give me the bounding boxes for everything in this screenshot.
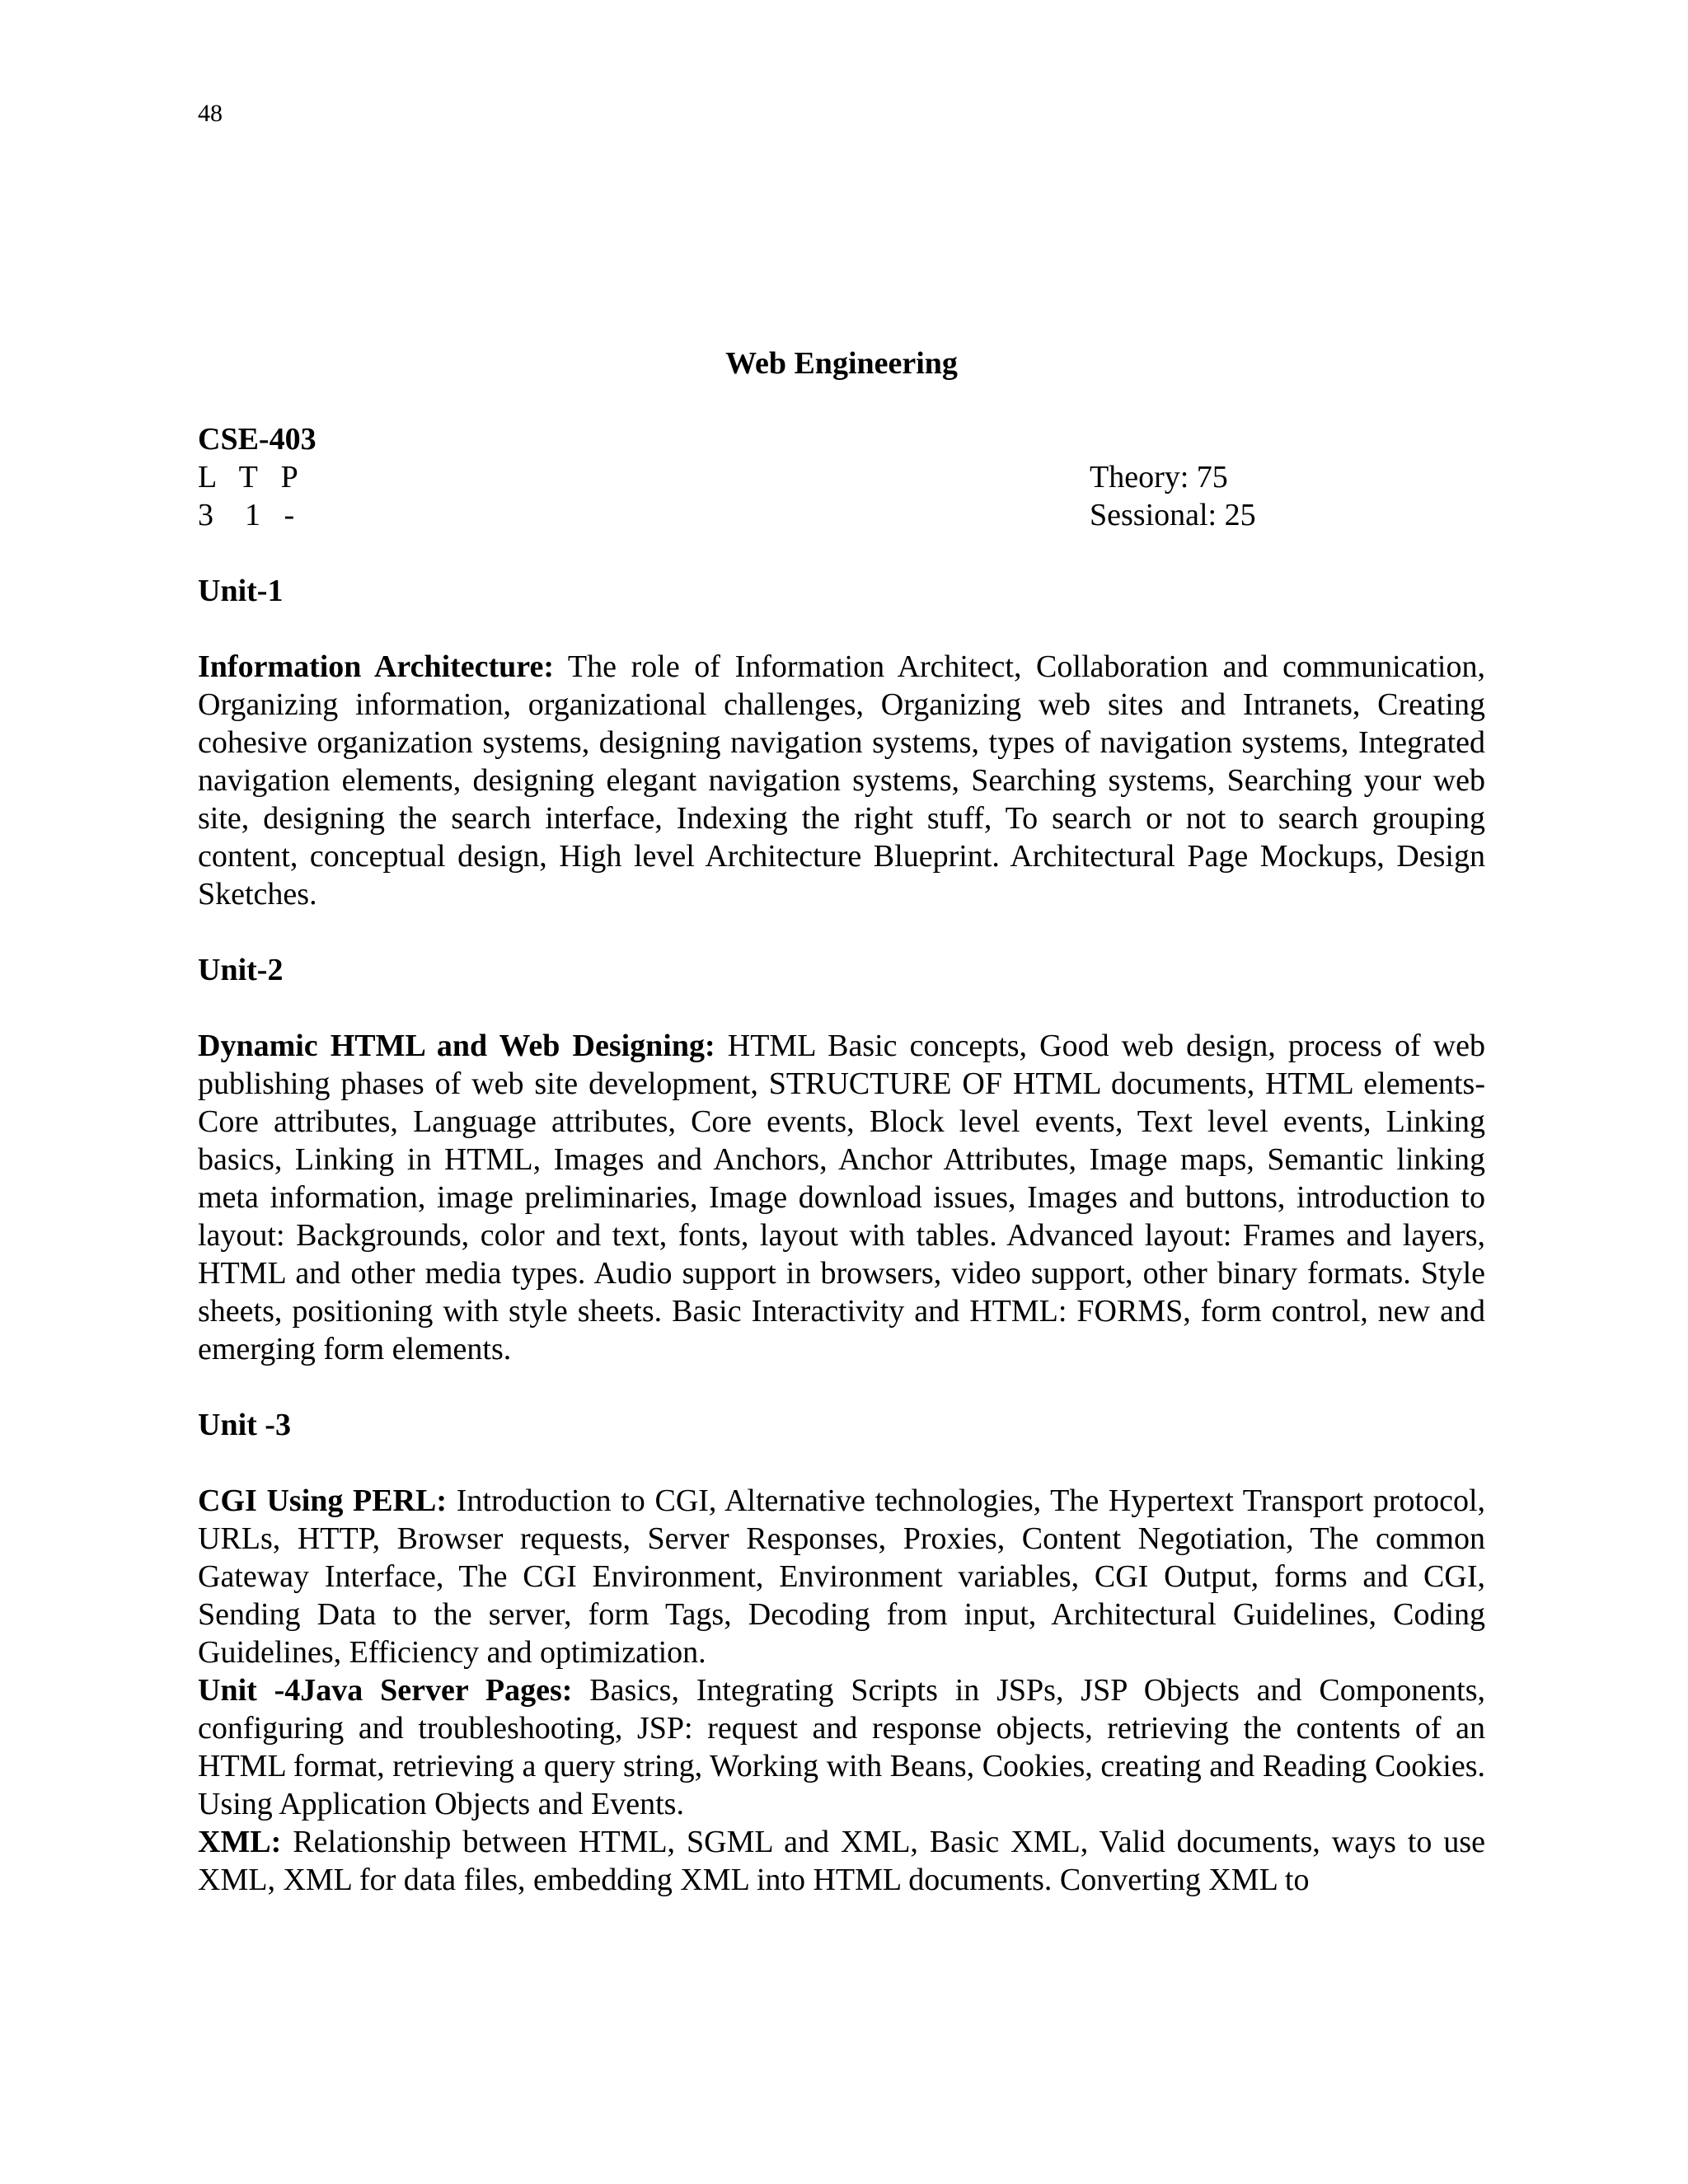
unit-1-heading: Unit-1 bbox=[198, 574, 284, 608]
ltp-values-row bbox=[198, 496, 1485, 534]
xml-paragraph bbox=[198, 1823, 1485, 1899]
xml-text: Relationship between HTML, SGML and XML, Basic XML, Valid documents, ways to use XML, XML for data files, embedding XML into HTML documents. Converting XML to bbox=[198, 1825, 1485, 1897]
unit-3-lead: CGI Using PERL: bbox=[198, 1483, 448, 1518]
unit-3-paragraph bbox=[198, 1482, 1485, 1671]
unit-2-paragraph bbox=[198, 1027, 1485, 1368]
unit-2-lead: Dynamic HTML and Web Designing: bbox=[198, 1029, 715, 1063]
unit-2-heading: Unit-2 bbox=[198, 953, 284, 987]
course-code: CSE-403 bbox=[198, 422, 316, 457]
unit-4-lead: Unit -4Java Server Pages: bbox=[198, 1673, 573, 1708]
unit-4-text: Basics, Integrating Scripts in JSPs, JSP Objects and Components, configuring and troubleshooting, JSP: request and response objects, retrieving the contents of an HTML format, retrieving a query string, Working with Beans, Cookies, creating and Reading Cookies. Using Application Objects and Events. bbox=[198, 1673, 1486, 1821]
document-title: Web Engineering bbox=[725, 346, 958, 381]
sessional-marks: Sessional: 25 bbox=[1090, 498, 1256, 532]
unit-2-text: HTML Basic concepts, Good web design, process of web publishing phases of web site development, STRUCTURE OF HTML documents, HTML elements- Core attributes, Language attributes, Core events, Block level events, Text level events, Linking basics, Linking in HTML, Images and Anchors, Anchor Attributes, Image maps, Semantic linking meta information, image preliminaries, Image download issues, Images and buttons, introduction to layout: Backgrounds, color and text, fonts, layout with tables. Advanced layout: Frames and layers, HTML and other media types. Audio support in browsers, video support, other binary formats. Style sheets, positioning with style sheets. Basic Interactivity and HTML: FORMS, form control, new and emerging form elements. bbox=[198, 1029, 1485, 1366]
ltp-header-row bbox=[198, 458, 1485, 496]
syllabus-content bbox=[198, 344, 1485, 1899]
unit-4-paragraph bbox=[198, 1671, 1485, 1823]
xml-lead: XML: bbox=[198, 1825, 282, 1859]
unit-3-text: Introduction to CGI, Alternative technologies, The Hypertext Transport protocol, URLs, HTTP, Browser requests, Server Responses, Proxies, Content Negotiation, The common Gateway Interface, The CGI Environment, Environment variables, CGI Output, forms and CGI, Sending Data to the server, form Tags, Decoding from input, Architectural Guidelines, Coding Guidelines, Efficiency and optimization. bbox=[198, 1483, 1486, 1670]
unit-3-heading: Unit -3 bbox=[198, 1408, 291, 1442]
ltp-header: L T P bbox=[198, 460, 298, 494]
theory-marks: Theory: 75 bbox=[1090, 460, 1228, 494]
unit-1-text: The role of Information Architect, Collaboration and communication, Organizing information, organizational challenges, Organizing web sites and Intranets, Creating cohesive organization systems, designing navigation systems, types of navigation systems, Integrated navigation elements, designing elegant navigation systems, Searching systems, Searching your web site, designing the search interface, Indexing the right stuff, To search or not to search grouping content, conceptual design, High level Architecture Blueprint. Architectural Page Mockups, Design Sketches. bbox=[198, 649, 1485, 912]
page-number: 48 bbox=[198, 100, 223, 127]
unit-1-paragraph bbox=[198, 648, 1485, 913]
unit-1-lead: Information Architecture: bbox=[198, 649, 555, 684]
ltp-values: 3 1 - bbox=[198, 498, 295, 532]
